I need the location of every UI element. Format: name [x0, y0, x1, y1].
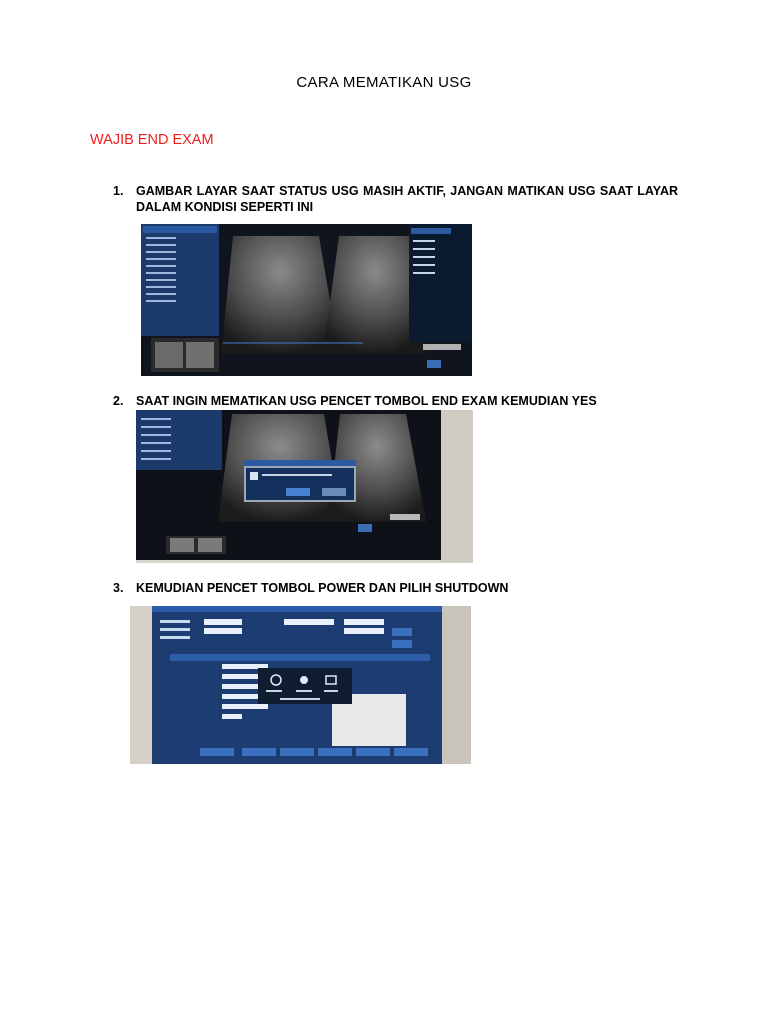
step-2 — [113, 393, 678, 409]
ultrasound-active-screen-photo — [141, 224, 472, 376]
step-number: 1. — [113, 184, 124, 198]
end-exam-confirm-dialog-photo — [136, 410, 473, 563]
document-title: CARA MEMATIKAN USG — [296, 74, 472, 91]
step-number: 2. — [113, 394, 124, 408]
section-heading: WAJIB END EXAM — [90, 132, 214, 148]
step-text: GAMBAR LAYAR SAAT STATUS USG MASIH AKTIF, JANGAN MATIKAN USG SAAT LAYAR DALAM KONDISI SEPERTI INI — [136, 184, 678, 214]
power-shutdown-menu-photo — [130, 606, 471, 764]
step-1 — [113, 183, 678, 215]
step-text: KEMUDIAN PENCET TOMBOL POWER DAN PILIH SHUTDOWN — [136, 581, 509, 595]
step-3 — [113, 580, 678, 596]
step-number: 3. — [113, 581, 124, 595]
step-text: SAAT INGIN MEMATIKAN USG PENCET TOMBOL END EXAM KEMUDIAN YES — [136, 394, 597, 408]
